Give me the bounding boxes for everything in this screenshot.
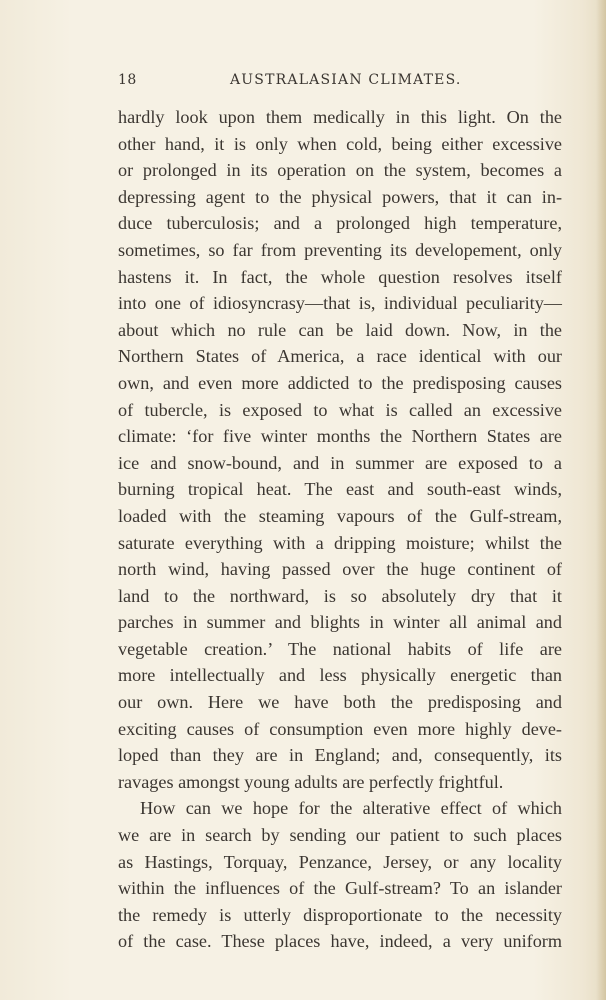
text-line: depressing agent to the physical powers, that it can in-: [118, 186, 562, 207]
text-line: we are in search by sending our patient to such places: [118, 825, 562, 846]
text-line: saturate everything with a dripping moisture; whilst the: [118, 532, 562, 553]
text-line: or prolonged in its operation on the system, becomes a: [118, 160, 562, 181]
page-edge-shadow: [596, 0, 606, 1000]
text-line: our own. Here we have both the predisposing and: [118, 692, 562, 713]
text-line: of tubercle, is exposed to what is called an excessive: [118, 399, 562, 420]
text-line: into one of idiosyncrasy—that is, individual peculiarity—: [118, 293, 562, 314]
text-line: of the case. These places have, indeed, a very uniform: [118, 931, 562, 952]
text-line: north wind, having passed over the huge continent of: [118, 559, 562, 580]
text-line: more intellectually and less physically energetic than: [118, 665, 562, 686]
text-line: hastens it. In fact, the whole question resolves itself: [118, 266, 562, 287]
text-line: loped than they are in England; and, consequently, its: [118, 745, 562, 766]
page-number: 18: [118, 72, 137, 88]
text-line: land to the northward, is so absolutely dry that it: [118, 585, 562, 606]
text-line: own, and even more addicted to the predisposing causes: [118, 372, 562, 393]
text-line: loaded with the steaming vapours of the Gulf-stream,: [118, 505, 562, 526]
text-line: about which no rule can be laid down. Now, in the: [118, 319, 562, 340]
body-text: [118, 104, 562, 955]
page-header: [118, 72, 558, 94]
text-line: hardly look upon them medically in this light. On the: [118, 107, 562, 127]
text-line: within the influences of the Gulf-stream? To an islander: [118, 878, 562, 899]
text-line: ice and snow-bound, and in summer are exposed to a: [118, 452, 562, 473]
text-line: sometimes, so far from preventing its developement, only: [118, 239, 562, 260]
text-line: exciting causes of consumption even more highly deve-: [118, 718, 562, 739]
text-line: ravages amongst young adults are perfectly frightful.: [118, 771, 504, 792]
text-line: burning tropical heat. The east and south-east winds,: [118, 479, 562, 500]
text-line: Northern States of America, a race identical with our: [118, 346, 562, 367]
text-line: duce tuberculosis; and a prolonged high temperature,: [118, 213, 562, 234]
text-line: How can we hope for the alterative effect of which: [140, 798, 562, 819]
text-line: the remedy is utterly disproportionate to the necessity: [118, 904, 562, 925]
text-line: parches in summer and blights in winter all animal and: [118, 612, 562, 633]
text-line: as Hastings, Torquay, Penzance, Jersey, or any locality: [118, 851, 562, 872]
text-line: climate: ‘for five winter months the Northern States are: [118, 426, 562, 447]
text-line: vegetable creation.’ The national habits of life are: [118, 638, 562, 659]
text-line: other hand, it is only when cold, being either excessive: [118, 133, 562, 154]
running-title: AUSTRALASIAN CLIMATES.: [230, 72, 462, 88]
